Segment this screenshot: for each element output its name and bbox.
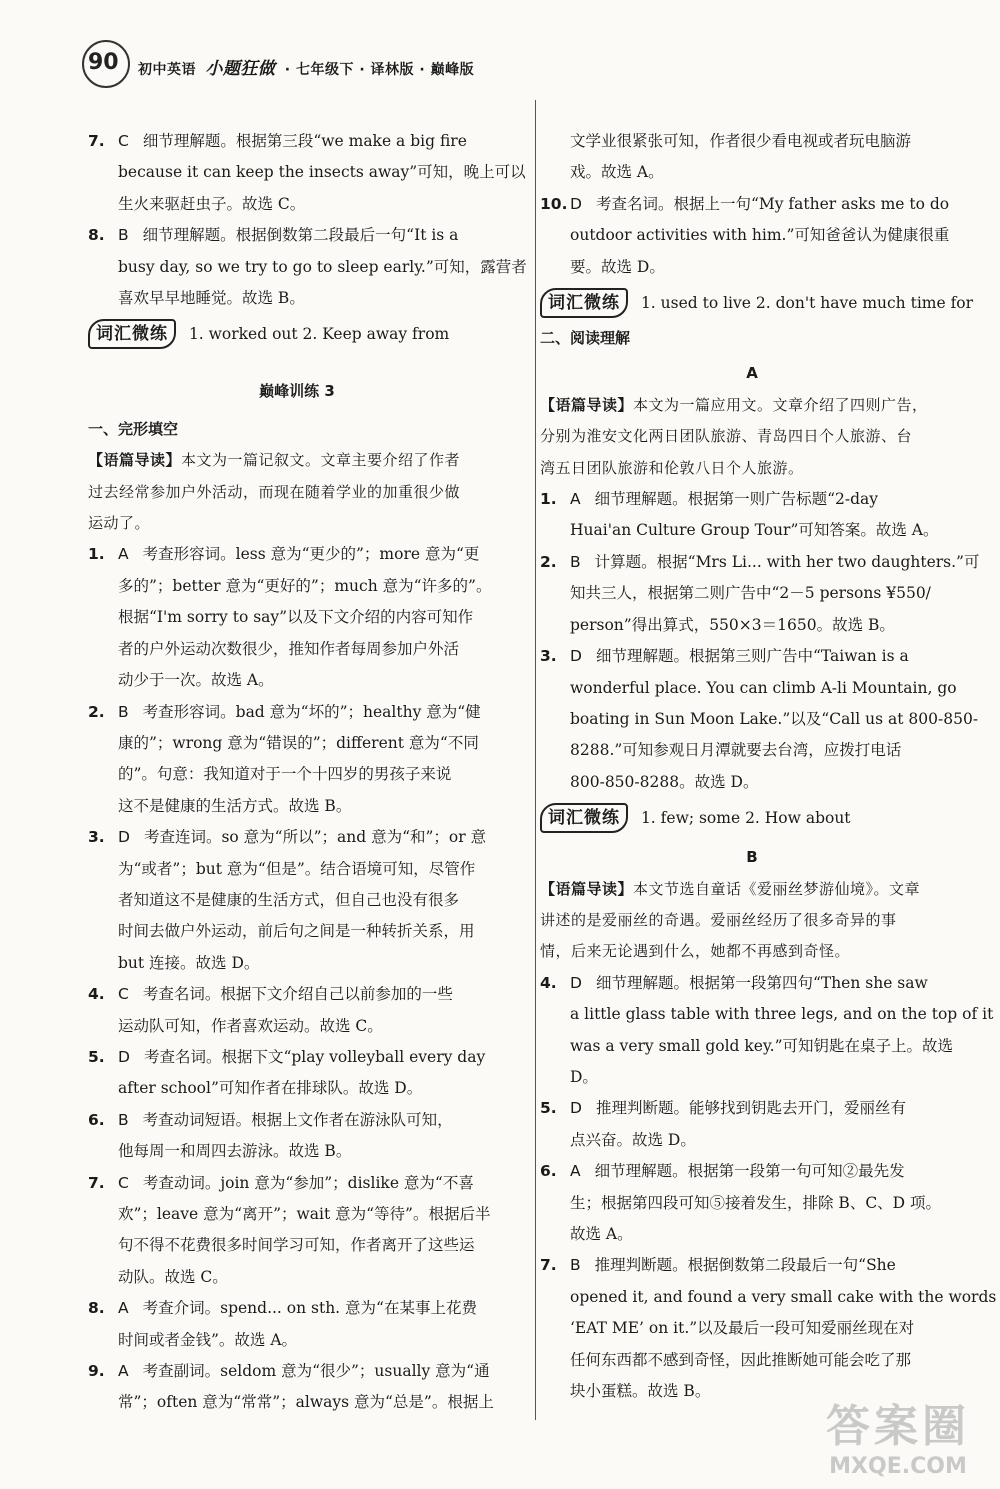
explanation-text: 生；根据第四段可知⑤接着发生，排除 B、C、D 项。 bbox=[570, 1193, 942, 1212]
answer-continuation bbox=[540, 126, 964, 157]
guide-text: 运动了。 bbox=[88, 514, 151, 533]
question-number: 8. bbox=[88, 226, 105, 245]
question-number: 5. bbox=[88, 1047, 105, 1066]
answer-continuation bbox=[88, 1011, 506, 1042]
answer-line bbox=[88, 822, 506, 853]
guide-line bbox=[540, 390, 964, 421]
course-label: 初中英语 bbox=[138, 62, 196, 78]
explanation-text: 任何东西都不感到奇怪，因此推断她可能会吃了那 bbox=[570, 1350, 912, 1369]
answer-continuation bbox=[88, 916, 506, 947]
explanation-text: 细节理解题。根据倒数第二段最后一句“It is a bbox=[142, 226, 459, 245]
explanation-text: 康的”；wrong 意为“错误的”；different 意为“不同 bbox=[118, 733, 479, 752]
book-title bbox=[138, 54, 474, 79]
vocab-answers: 1. worked out 2. Keep away from bbox=[188, 325, 450, 344]
answer-continuation bbox=[88, 1199, 506, 1230]
explanation-text: 考查名词。根据下文介绍自己以前参加的一些 bbox=[142, 985, 453, 1004]
answer-line bbox=[540, 484, 964, 515]
answer-continuation bbox=[88, 571, 506, 602]
page-number: 90 bbox=[88, 50, 119, 75]
guide-line bbox=[88, 508, 506, 539]
explanation-text: 动队。故选 C。 bbox=[118, 1267, 228, 1286]
answer-line bbox=[88, 697, 506, 728]
explanation-text: 细节理解题。根据第一段第四句“Then she saw bbox=[595, 973, 928, 992]
answer-continuation bbox=[88, 1136, 506, 1167]
explanation-text: wonderful place. You can climb A-li Mountain, go bbox=[570, 678, 957, 697]
column-divider bbox=[535, 100, 536, 1420]
answer-letter: C bbox=[118, 132, 129, 150]
vocab-practice-1 bbox=[88, 314, 506, 354]
vocab-badge: 词汇微练 bbox=[88, 319, 176, 349]
explanation-text: 考查形容词。less 意为“更少的”；more 意为“更 bbox=[142, 545, 480, 564]
part-heading-reading: 二、阅读理解 bbox=[540, 329, 631, 348]
answer-continuation bbox=[88, 885, 506, 916]
explanation-text: 者的户外运动次数很少，推知作者每周参加户外活 bbox=[118, 639, 460, 658]
answer-letter: B bbox=[570, 552, 581, 571]
question-number: 7. bbox=[540, 1256, 557, 1275]
answer-continuation bbox=[540, 1125, 964, 1156]
guide-line bbox=[540, 936, 964, 967]
answer-line bbox=[88, 220, 506, 251]
explanation-text: 细节理解题。根据第三则广告中“Taiwan is a bbox=[595, 647, 909, 666]
question-number: 7. bbox=[88, 1173, 105, 1192]
question-number: 9. bbox=[88, 1362, 105, 1381]
answer-continuation bbox=[540, 1345, 964, 1376]
answer-line bbox=[88, 979, 506, 1010]
answer-letter: D bbox=[118, 828, 130, 847]
right-column bbox=[540, 126, 997, 1407]
answer-continuation bbox=[540, 673, 964, 704]
page-header bbox=[88, 50, 968, 90]
answer-line bbox=[88, 1042, 506, 1073]
explanation-text: boating in Sun Moon Lake.”以及“Call us at 800-850- bbox=[570, 709, 979, 728]
answer-continuation bbox=[540, 515, 964, 546]
question-number: 8. bbox=[88, 1299, 105, 1318]
explanation-text: 考查形容词。bad 意为“坏的”；healthy 意为“健 bbox=[142, 702, 481, 721]
answer-letter: D bbox=[570, 1099, 582, 1118]
explanation-text: busy day, so we try to go to sleep early.”可知，露营者 bbox=[118, 257, 527, 276]
answer-continuation bbox=[88, 1387, 506, 1418]
explanation-text: 细节理解题。根据第一则广告标题“2-day bbox=[594, 490, 879, 509]
passage-label-a: A bbox=[746, 364, 758, 383]
answer-line bbox=[88, 126, 506, 157]
guide-text: 分别为淮安文化两日团队旅游、青岛四日个人旅游、台 bbox=[540, 427, 913, 446]
answer-letter: A bbox=[118, 1362, 129, 1381]
edition-info: · 七年级下 · 译林版 · 巅峰版 bbox=[284, 62, 475, 78]
answer-letter: A bbox=[570, 490, 581, 509]
answer-continuation bbox=[88, 1230, 506, 1261]
guide-tag: 【语篇导读】 bbox=[540, 395, 634, 414]
answer-continuation bbox=[540, 1188, 964, 1219]
answer-line bbox=[540, 547, 980, 578]
watermark bbox=[826, 1390, 970, 1479]
answer-continuation bbox=[88, 728, 506, 759]
answer-line bbox=[88, 539, 506, 570]
explanation-text: ‘EAT ME’ on it.”以及最后一段可知爱丽丝现在对 bbox=[570, 1319, 915, 1338]
answer-continuation bbox=[540, 1313, 964, 1344]
answer-block-prev bbox=[88, 126, 527, 314]
guide-text: 过去经常参加户外活动，而现在随着学业的加重很少做 bbox=[88, 482, 461, 501]
answer-continuation bbox=[88, 1073, 506, 1104]
answer-letter: D bbox=[570, 647, 582, 666]
guide-tag: 【语篇导读】 bbox=[88, 451, 182, 470]
question-number: 6. bbox=[88, 1110, 105, 1129]
question-number: 3. bbox=[540, 647, 557, 666]
answer-line bbox=[540, 1093, 964, 1124]
explanation-text: 计算题。根据“Mrs Li... with her two daughters.”可 bbox=[594, 552, 980, 571]
explanation-text: 句不得不花费很多时间学习可知，作者离开了这些运 bbox=[118, 1236, 475, 1255]
guide-text: 本文为一篇记叙文。文章主要介绍了作者 bbox=[181, 451, 461, 470]
answer-continuation bbox=[88, 791, 506, 822]
explanation-text: 考查名词。根据下文“play volleyball every day bbox=[143, 1047, 486, 1066]
answer-continuation bbox=[88, 1262, 506, 1293]
explanation-text: 考查副词。seldom 意为“很少”；usually 意为“通 bbox=[142, 1362, 490, 1381]
explanation-text: opened it, and found a very small cake with the words bbox=[570, 1287, 997, 1306]
explanation-text: 生火来驱赶虫子。故选 C。 bbox=[118, 194, 306, 213]
answer-continuation bbox=[540, 704, 979, 735]
explanation-text: 推理判断题。根据倒数第二段最后一句“She bbox=[594, 1256, 896, 1275]
answer-continuation bbox=[88, 252, 527, 283]
explanation-text: 戏。故选 A。 bbox=[570, 163, 664, 182]
answer-letter: C bbox=[118, 1173, 129, 1192]
question-number: 7. bbox=[88, 132, 105, 150]
guide-line bbox=[88, 477, 506, 508]
watermark-logo: 答案圈 bbox=[826, 1401, 970, 1452]
explanation-text: 细节理解题。根据第一段第一句可知②最先发 bbox=[594, 1162, 905, 1181]
answer-continuation bbox=[88, 759, 506, 790]
explanation-text: was a very small gold key.”可知钥匙在桌子上。故选 bbox=[570, 1036, 953, 1055]
explanation-text: 欢”；leave 意为“离开”；wait 意为“等待”。根据后半 bbox=[118, 1205, 491, 1223]
question-number: 5. bbox=[540, 1099, 557, 1118]
explanation-text: 根据“I'm sorry to say”以及下文介绍的内容可知作 bbox=[118, 608, 474, 627]
answer-line bbox=[88, 1168, 506, 1199]
guide-line bbox=[88, 445, 506, 476]
explanation-text: outdoor activities with him.”可知爸爸认为健康很重 bbox=[570, 226, 950, 245]
explanation-text: after school”可知作者在排球队。故选 D。 bbox=[118, 1079, 423, 1098]
answer-continuation bbox=[540, 767, 964, 798]
explanation-text: 故选 A。 bbox=[570, 1225, 633, 1243]
answer-letter: A bbox=[570, 1162, 581, 1181]
question-number: 4. bbox=[88, 985, 105, 1004]
answer-letter: A bbox=[118, 1299, 129, 1318]
explanation-text: 800-850-8288。故选 D。 bbox=[570, 772, 759, 791]
answer-continuation bbox=[540, 1031, 964, 1062]
answer-line bbox=[88, 1293, 506, 1324]
explanation-text: 时间或者金钱”。故选 A。 bbox=[118, 1330, 298, 1349]
answer-continuation bbox=[540, 610, 964, 641]
explanation-text: 考查介词。spend... on sth. 意为“在某事上花费 bbox=[142, 1299, 477, 1318]
answer-continuation bbox=[540, 1282, 997, 1313]
vocab-practice-2 bbox=[540, 283, 974, 323]
reading-guide-a bbox=[540, 390, 964, 484]
guide-text: 本文节选自童话《爱丽丝梦游仙境》。文章 bbox=[633, 879, 921, 898]
guide-line bbox=[540, 453, 964, 484]
answer-continuation bbox=[88, 157, 526, 188]
answer-continuation bbox=[88, 283, 506, 314]
answer-continuation bbox=[540, 157, 964, 188]
answer-continuation bbox=[88, 854, 506, 885]
question-number: 3. bbox=[88, 828, 105, 847]
answer-continuation bbox=[540, 999, 994, 1030]
answer-letter: C bbox=[118, 985, 129, 1004]
guide-line bbox=[540, 905, 964, 936]
answer-line bbox=[88, 1105, 506, 1136]
answer-letter: A bbox=[118, 545, 129, 564]
answer-continuation bbox=[88, 189, 506, 220]
explanation-text: 知共三人，根据第二则广告中“2－5 persons ¥550/ bbox=[570, 584, 931, 603]
answer-letter: D bbox=[570, 194, 582, 213]
vocab-practice-3 bbox=[540, 798, 964, 838]
explanation-text: 者知道这不是健康的生活方式，但自己也没有很多 bbox=[118, 890, 460, 909]
passage-label-b: B bbox=[746, 848, 758, 867]
answer-letter: B bbox=[570, 1256, 581, 1275]
reading-guide bbox=[88, 445, 506, 539]
explanation-text: 的”。句意：我知道对于一个十四岁的男孩子来说 bbox=[118, 765, 452, 784]
part-heading-cloze: 一、完形填空 bbox=[88, 419, 179, 438]
explanation-text: 文学业很紧张可知，作者很少看电视或者玩电脑游 bbox=[570, 132, 912, 150]
guide-tag: 【语篇导读】 bbox=[540, 879, 634, 898]
question-number: 4. bbox=[540, 973, 557, 992]
reading-answers-b bbox=[540, 968, 997, 1408]
left-column bbox=[88, 126, 527, 1419]
answer-line bbox=[540, 1156, 964, 1187]
explanation-text: 动少于一次。故选 A。 bbox=[118, 671, 274, 690]
answer-letter: D bbox=[118, 1047, 130, 1066]
explanation-text: 喜欢早早地睡觉。故选 B。 bbox=[118, 289, 305, 308]
answer-continuation bbox=[88, 602, 506, 633]
guide-line bbox=[540, 421, 964, 452]
explanation-text: because it can keep the insects away”可知，晚上可以 bbox=[118, 163, 526, 182]
answer-continuation bbox=[540, 735, 964, 766]
answer-continuation bbox=[88, 1325, 506, 1356]
answer-line bbox=[540, 968, 964, 999]
question-number: 10. bbox=[540, 194, 568, 213]
answer-continuation bbox=[540, 578, 964, 609]
section-title: 巅峰训练 3 bbox=[259, 382, 335, 401]
guide-text: 湾五日团队旅游和伦敦八日个人旅游。 bbox=[540, 458, 804, 477]
guide-text: 讲述的是爱丽丝的奇遇。爱丽丝经历了很多奇异的事 bbox=[540, 910, 897, 929]
explanation-text: 细节理解题。根据第三段“we make a big fire bbox=[142, 132, 467, 150]
explanation-text: a little glass table with three legs, and on the top of it bbox=[570, 1005, 994, 1024]
answer-continuation bbox=[88, 665, 506, 696]
explanation-text: 多的”；better 意为“更好的”；much 意为“许多的”。 bbox=[118, 576, 492, 595]
answer-continuation bbox=[540, 220, 964, 251]
guide-line bbox=[540, 874, 964, 905]
answer-line bbox=[540, 1250, 964, 1281]
explanation-text: D。 bbox=[570, 1067, 598, 1086]
answer-continuation bbox=[540, 1062, 964, 1093]
question-number: 1. bbox=[540, 490, 557, 509]
vocab-badge: 词汇微练 bbox=[540, 803, 628, 833]
explanation-text: 8288.”可知参观日月潭就要去台湾，应拨打电话 bbox=[570, 741, 902, 760]
guide-text: 情，后来无论遇到什么，她都不再感到奇怪。 bbox=[540, 942, 851, 961]
guide-text: 本文为一篇应用文。文章介绍了四则广告， bbox=[633, 395, 928, 414]
vocab-answers: 1. few; some 2. How about bbox=[640, 809, 851, 828]
answer-continuation bbox=[540, 252, 964, 283]
explanation-text: 块小蛋糕。故选 B。 bbox=[570, 1382, 711, 1401]
explanation-text: 考查名词。根据上一句“My father asks me to do bbox=[595, 194, 950, 213]
answer-continuation bbox=[540, 1219, 964, 1250]
reading-guide-b bbox=[540, 874, 964, 968]
question-number: 1. bbox=[88, 545, 105, 564]
explanation-text: 考查动词短语。根据上文作者在游泳队可知， bbox=[142, 1110, 453, 1129]
explanation-text: 常”；often 意为“常常”；always 意为“总是”。根据上 bbox=[118, 1393, 494, 1412]
reading-answers-a bbox=[540, 484, 980, 798]
explanation-text: 他每周一和周四去游泳。故选 B。 bbox=[118, 1142, 352, 1161]
explanation-text: 这不是健康的生活方式。故选 B。 bbox=[118, 796, 352, 815]
answer-letter: B bbox=[118, 226, 129, 245]
explanation-text: 考查动词。join 意为“参加”；dislike 意为“不喜 bbox=[142, 1173, 474, 1192]
answer-letter: B bbox=[118, 702, 129, 721]
answer-block-cont bbox=[540, 126, 964, 283]
answer-continuation bbox=[88, 948, 506, 979]
answer-continuation bbox=[88, 634, 506, 665]
explanation-text: 推理判断题。能够找到钥匙去开门，爱丽丝有 bbox=[595, 1099, 906, 1118]
explanation-text: person”得出算式，550×3＝1650。故选 B。 bbox=[570, 615, 895, 634]
explanation-text: 要。故选 D。 bbox=[570, 257, 665, 276]
answer-line bbox=[88, 1356, 506, 1387]
answer-line bbox=[540, 189, 964, 220]
answer-letter: B bbox=[118, 1110, 129, 1129]
answer-letter: D bbox=[570, 973, 582, 992]
explanation-text: 时间去做户外运动，前后句之间是一种转折关系，用 bbox=[118, 922, 475, 941]
explanation-text: 为“或者”；but 意为“但是”。结合语境可知，尽管作 bbox=[118, 859, 476, 878]
brand-logo: 小题狂做 bbox=[205, 59, 276, 79]
vocab-answers: 1. used to live 2. don't have much time for bbox=[640, 294, 974, 313]
question-number: 6. bbox=[540, 1162, 557, 1181]
explanation-text: 运动队可知，作者喜欢运动。故选 C。 bbox=[118, 1016, 383, 1035]
vocab-badge: 词汇微练 bbox=[540, 288, 628, 318]
explanation-text: Huai'an Culture Group Tour”可知答案。故选 A。 bbox=[570, 521, 939, 540]
question-number: 2. bbox=[540, 552, 557, 571]
explanation-text: 考查连词。so 意为“所以”；and 意为“和”；or 意 bbox=[143, 828, 487, 847]
cloze-answers bbox=[88, 539, 506, 1418]
explanation-text: 点兴奋。故选 D。 bbox=[570, 1130, 696, 1149]
watermark-url: MXQE.COM bbox=[829, 1454, 967, 1479]
question-number: 2. bbox=[88, 702, 105, 721]
explanation-text: but 连接。故选 D。 bbox=[118, 953, 260, 972]
answer-line bbox=[540, 641, 964, 672]
